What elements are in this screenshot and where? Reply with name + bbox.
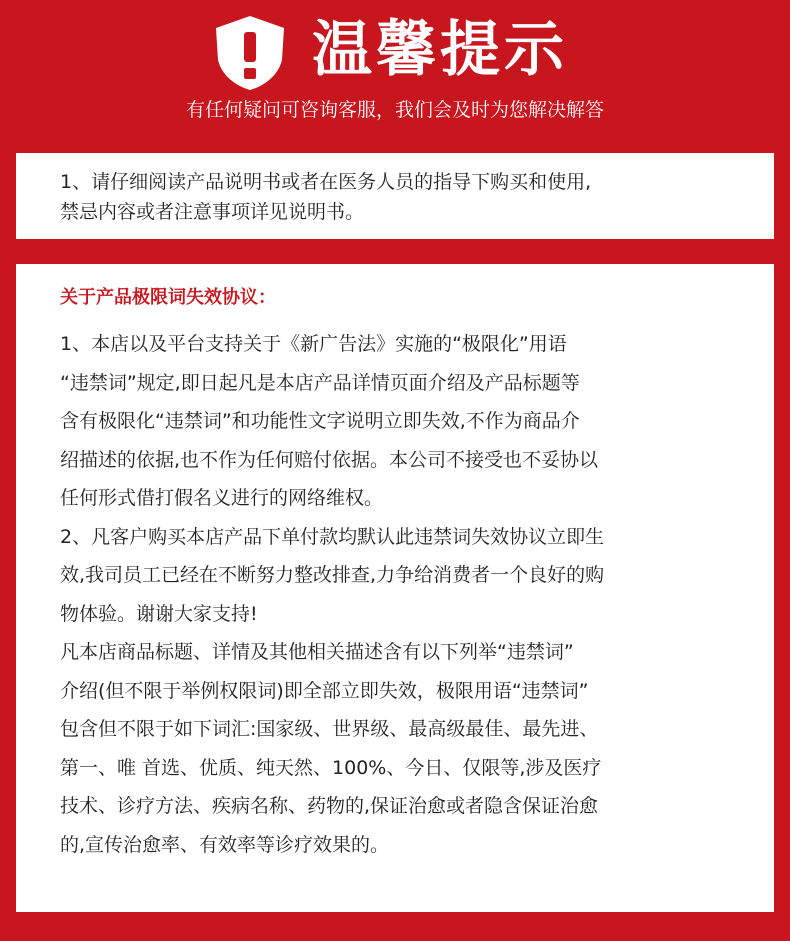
agreement-line: 的,宣传治愈率、有效率等诊疗效果的。: [60, 833, 390, 856]
agreement-line: 含有极限化“违禁词”和功能性文字说明立即失效,不作为商品介: [60, 410, 580, 432]
agreement-line: 第一、唯 首选、优质、纯天然、100%、今日、仅限等,涉及医疗: [60, 756, 602, 779]
agreement-line: 任何形式借打假名义进行的网络维权。: [60, 487, 384, 509]
page-subtitle: 有任何疑问可咨询客服，我们会及时为您解决解答: [185, 99, 604, 121]
agreement-line: 物体验。谢谢大家支持!: [60, 602, 258, 625]
agreement-line: 2、凡客户购买本店产品下单付款均默认此违禁词失效协议立即生: [60, 525, 605, 548]
header-banner: [0, 0, 790, 140]
shield-alert-icon: [212, 14, 288, 92]
agreement-line: 介绍(但不限于举例权限词)即全部立即失效，极限用语“违禁词”: [60, 679, 589, 702]
agreement-line: 1、本店以及平台支持关于《新广告法》实施的“极限化”用语: [60, 333, 567, 355]
agreement-line: 凡本店商品标题、详情及其他相关描述含有以下列举“违禁词”: [60, 641, 574, 663]
usage-notice-line: 禁忌内容或者注意事项详见说明书。: [60, 201, 365, 223]
agreement-heading: 关于产品极限词失效协议：: [60, 287, 276, 308]
agreement-card: [16, 264, 774, 912]
agreement-line: 效,我司员工已经在不断努力整改排查,力争给消费者一个良好的购: [60, 564, 605, 586]
usage-notice-text: [60, 167, 760, 227]
agreement-line: “违禁词”规定,即日起凡是本店产品详情页面介绍及产品标题等: [60, 371, 580, 394]
agreement-line: 包含但不限于如下词汇:国家级、世界级、最高级最佳、最先进、: [60, 718, 599, 740]
agreement-line: 绍描述的依据,也不作为任何赔付依据。本公司不接受也不妥协以: [60, 448, 599, 471]
usage-notice-card: [16, 153, 774, 239]
page-title: 温馨提示: [312, 15, 568, 85]
agreement-line: 技术、诊疗方法、疾病名称、药物的,保证治愈或者隐含保证治愈: [60, 795, 599, 817]
agreement-body: [60, 325, 740, 864]
usage-notice-line: 1、请仔细阅读产品说明书或者在医务人员的指导下购买和使用,: [60, 171, 592, 193]
